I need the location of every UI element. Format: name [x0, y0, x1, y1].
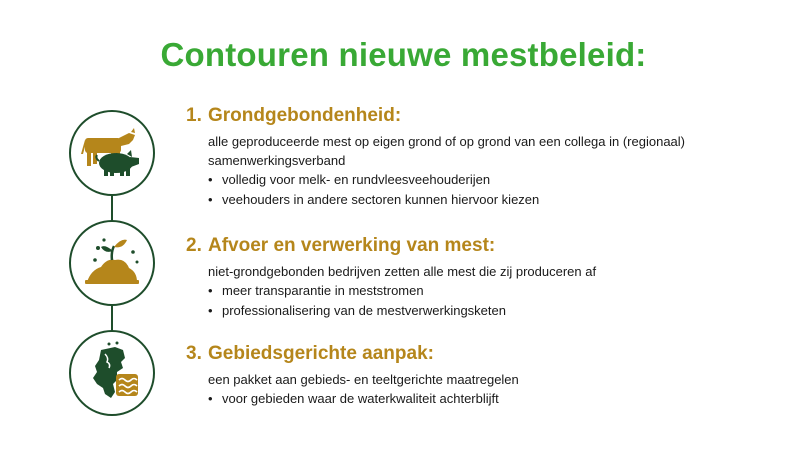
bullet-icon: • [208, 192, 213, 207]
bullet-list [208, 170, 786, 210]
section-title: Grondgebondenheid: [208, 105, 402, 126]
section-heading [186, 343, 786, 365]
bullet-list [208, 389, 786, 409]
bullet-icon: • [208, 283, 213, 298]
section-gebiedsgerichte-aanpak [186, 343, 786, 409]
bullet-icon: • [208, 172, 213, 187]
bullet-list [208, 281, 786, 321]
bullet-icon: • [208, 303, 213, 318]
section-number: 3. [186, 343, 202, 364]
section-title: Gebiedsgerichte aanpak: [208, 343, 434, 364]
manure-pile-sprout-icon [69, 220, 155, 306]
timeline-connector [111, 306, 113, 332]
page-title: Contouren nieuwe mestbeleid: [160, 36, 647, 73]
bullet-text: professionalisering van de mestverwerkingsketen [222, 303, 506, 318]
section-heading [186, 235, 786, 257]
bullet-item [208, 389, 786, 409]
bullet-icon: • [208, 391, 213, 406]
section-number: 1. [186, 105, 202, 126]
bullet-text: volledig voor melk- en rundvleesveehouderijen [222, 172, 491, 187]
bullet-item [208, 281, 786, 301]
section-grondgebondenheid [186, 105, 786, 210]
bullet-text: meer transparantie in meststromen [222, 283, 424, 298]
bullet-item [208, 190, 786, 210]
bullet-text: voor gebieden waar de waterkwaliteit achterblijft [222, 391, 499, 406]
section-text: een pakket aan gebieds- en teeltgerichte maatregelen [208, 372, 519, 387]
section-heading [186, 105, 786, 127]
section-title: Afvoer en verwerking van mest: [208, 235, 496, 256]
bullet-text: veehouders in andere sectoren kunnen hiervoor kiezen [222, 192, 540, 207]
bullet-item [208, 301, 786, 321]
livestock-icon [69, 110, 155, 196]
section-number: 2. [186, 235, 202, 256]
timeline-connector [111, 196, 113, 222]
bullet-item [208, 170, 786, 190]
section-text: niet-grondgebonden bedrijven zetten alle mest die zij produceren af [208, 264, 597, 279]
section-afvoer-verwerking [186, 235, 786, 321]
section-text: alle geproduceerde mest op eigen grond of op grond van een collega in (regionaal) samenwerkingsverband [208, 134, 685, 168]
netherlands-map-water-icon [69, 330, 155, 416]
